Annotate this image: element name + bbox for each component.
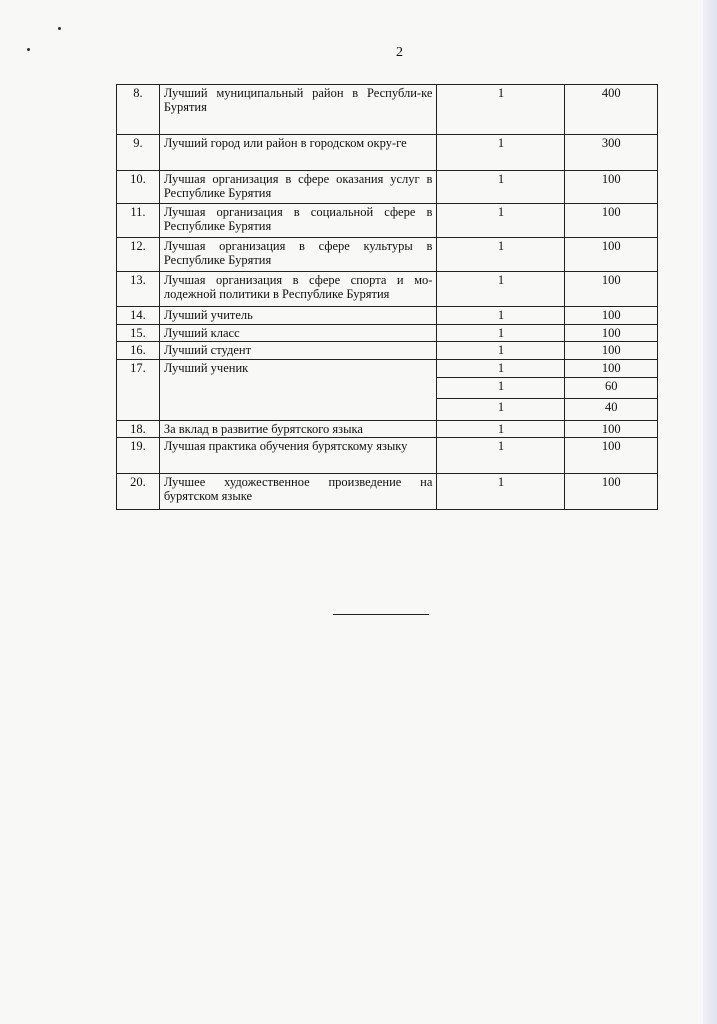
award-amount: 100 xyxy=(565,342,658,360)
row-number: 13. xyxy=(117,272,160,307)
award-quantity: 1 xyxy=(437,135,565,171)
award-quantity: 1 xyxy=(437,171,565,204)
page-number: 2 xyxy=(396,45,403,60)
table-row xyxy=(117,171,658,204)
award-amount: 100 xyxy=(565,272,658,307)
award-quantity: 1 xyxy=(437,325,565,342)
row-number: 9. xyxy=(117,135,160,171)
table-row xyxy=(117,342,658,360)
row-number: 16. xyxy=(117,342,160,360)
award-quantity: 1 xyxy=(437,421,565,438)
award-name: Лучшая организация в сфере спорта и мо-лодежной политики в Республике Бурятия xyxy=(159,272,437,307)
award-quantity: 1 xyxy=(437,360,565,378)
award-quantity: 1 xyxy=(437,85,565,135)
award-amount: 100 xyxy=(565,474,658,510)
row-number: 10. xyxy=(117,171,160,204)
row-number: 19. xyxy=(117,438,160,474)
row-number: 8. xyxy=(117,85,160,135)
scan-speck xyxy=(58,27,61,30)
award-name: Лучший ученик xyxy=(159,360,437,421)
award-name: За вклад в развитие бурятского языка xyxy=(159,421,437,438)
table-row xyxy=(117,272,658,307)
row-number: 15. xyxy=(117,325,160,342)
award-amount: 60 xyxy=(565,378,658,399)
award-amount: 100 xyxy=(565,204,658,238)
row-number: 12. xyxy=(117,238,160,272)
award-name: Лучшая организация в сфере культуры в Республике Бурятия xyxy=(159,238,437,272)
row-number: 20. xyxy=(117,474,160,510)
table-row xyxy=(117,85,658,135)
table-row xyxy=(117,238,658,272)
award-quantity: 1 xyxy=(437,399,565,421)
award-amount: 100 xyxy=(565,360,658,378)
award-quantity: 1 xyxy=(437,272,565,307)
award-name: Лучший студент xyxy=(159,342,437,360)
award-name: Лучшая организация в сфере оказания услуг в Республике Бурятия xyxy=(159,171,437,204)
scan-edge xyxy=(703,0,717,1024)
award-name: Лучший учитель xyxy=(159,307,437,325)
award-name: Лучший город или район в городском окру-ге xyxy=(159,135,437,171)
award-amount: 40 xyxy=(565,399,658,421)
award-amount: 100 xyxy=(565,238,658,272)
award-quantity: 1 xyxy=(437,378,565,399)
award-quantity: 1 xyxy=(437,307,565,325)
award-amount: 100 xyxy=(565,325,658,342)
table-row xyxy=(117,135,658,171)
row-number: 17. xyxy=(117,360,160,421)
award-amount: 400 xyxy=(565,85,658,135)
award-name: Лучший класс xyxy=(159,325,437,342)
award-amount: 300 xyxy=(565,135,658,171)
table-row xyxy=(117,204,658,238)
table-row xyxy=(117,421,658,438)
award-quantity: 1 xyxy=(437,204,565,238)
table-row xyxy=(117,325,658,342)
row-number: 18. xyxy=(117,421,160,438)
award-name: Лучший муниципальный район в Республи-ке Бурятия xyxy=(159,85,437,135)
award-name: Лучшая практика обучения бурятскому языку xyxy=(159,438,437,474)
row-number: 11. xyxy=(117,204,160,238)
award-quantity: 1 xyxy=(437,238,565,272)
table-row xyxy=(117,474,658,510)
award-quantity: 1 xyxy=(437,438,565,474)
award-amount: 100 xyxy=(565,307,658,325)
row-number: 14. xyxy=(117,307,160,325)
award-name: Лучшее художественное произведение на бурятском языке xyxy=(159,474,437,510)
award-name: Лучшая организация в социальной сфере в Республике Бурятия xyxy=(159,204,437,238)
scan-speck xyxy=(27,48,30,51)
awards-table xyxy=(116,84,658,510)
award-amount: 100 xyxy=(565,438,658,474)
award-quantity: 1 xyxy=(437,474,565,510)
award-amount: 100 xyxy=(565,421,658,438)
table-row xyxy=(117,360,658,378)
award-quantity: 1 xyxy=(437,342,565,360)
table-row xyxy=(117,307,658,325)
end-separator-line xyxy=(333,614,429,615)
table-row xyxy=(117,438,658,474)
award-amount: 100 xyxy=(565,171,658,204)
